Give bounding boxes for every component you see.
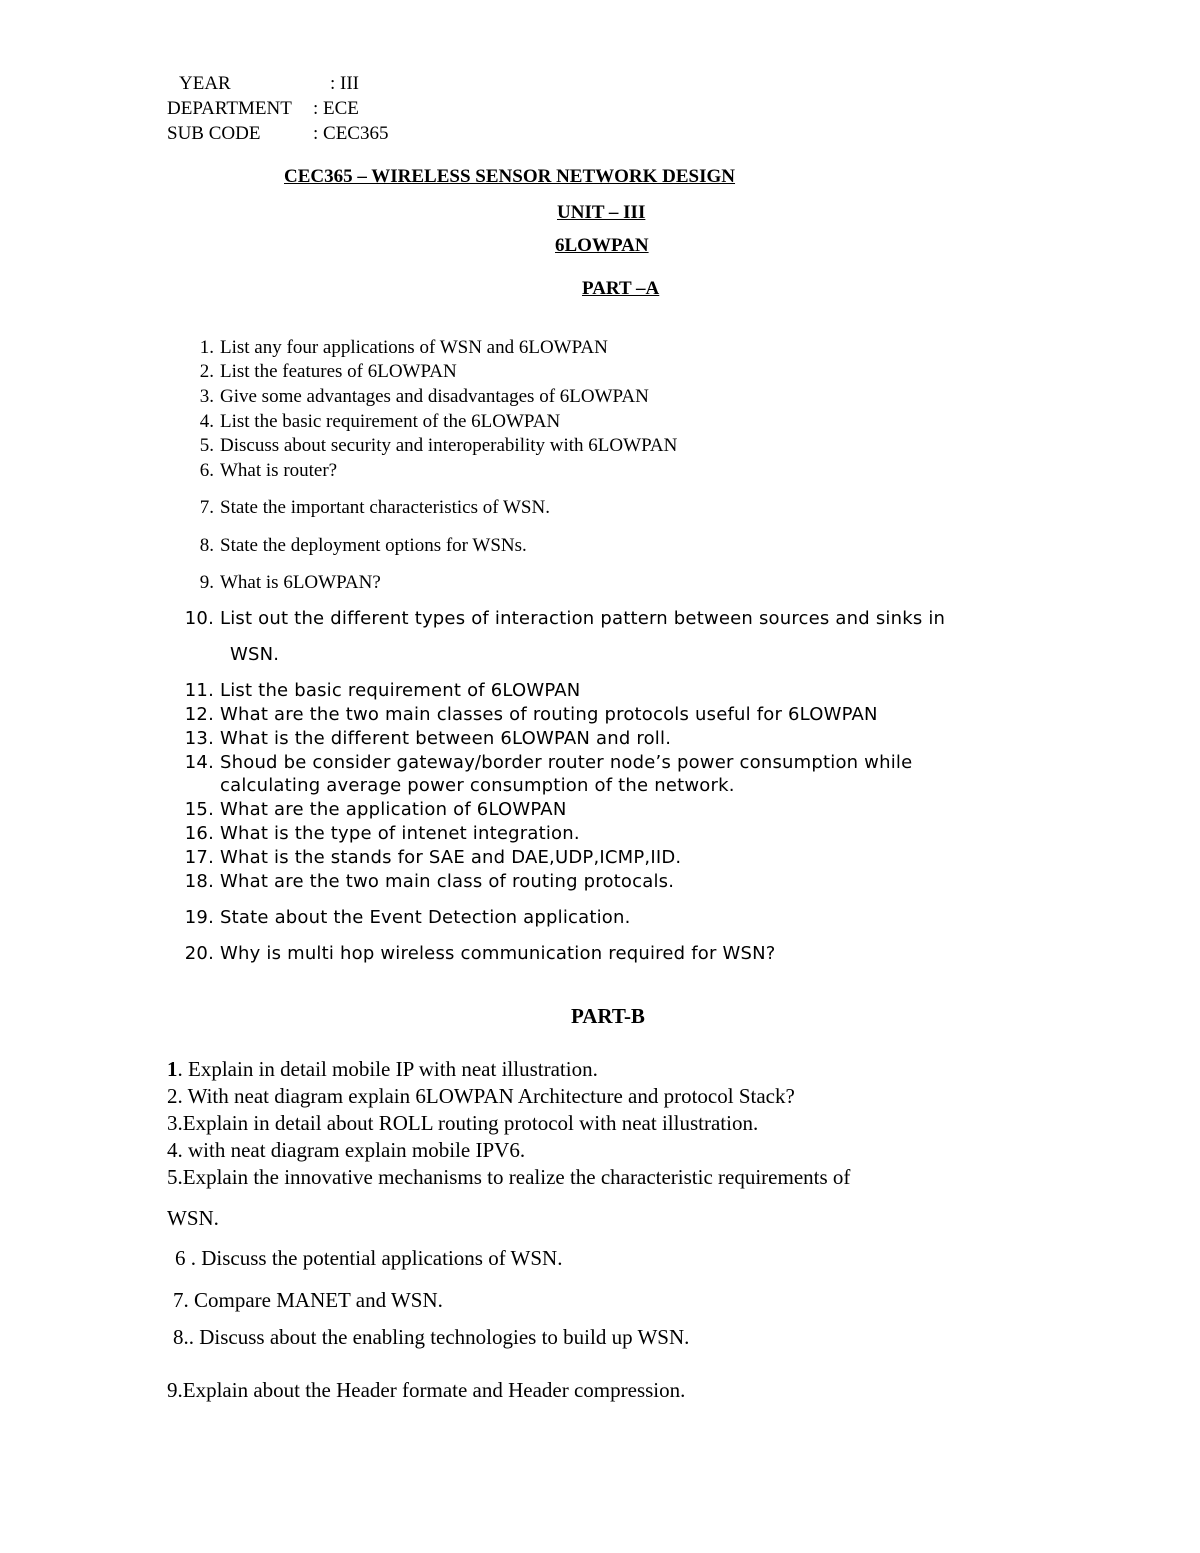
item-number: 1 [167, 1057, 178, 1081]
item-text: 6 . Discuss the potential applications of WSN. [175, 1246, 563, 1270]
topic-title: 6LOWPAN [555, 235, 649, 256]
item-text: 7. Compare MANET and WSN. [173, 1288, 443, 1312]
list-item [182, 608, 1142, 668]
item-text: List the basic requirement of the 6LOWPAN [220, 411, 561, 432]
department-label: DEPARTMENT [167, 98, 292, 119]
list-item [167, 1138, 525, 1163]
unit-title: UNIT – III [557, 202, 646, 223]
item-text: What is router? [220, 460, 338, 481]
item-number: 1. [199, 337, 214, 358]
item-number: 12. [184, 704, 214, 725]
part-a-heading: PART –A [582, 278, 660, 299]
item-text: State about the Event Detection application. [220, 907, 631, 928]
subcode-label: SUB CODE [167, 123, 261, 144]
item-text: State the deployment options for WSNs. [220, 535, 527, 556]
item-number: 17. [184, 847, 214, 868]
item-number: 6. [199, 460, 214, 481]
department-value: : ECE [313, 98, 359, 119]
list-item [182, 497, 1082, 521]
item-text: What is the different between 6LOWPAN and roll. [220, 728, 672, 749]
item-number: 10. [184, 608, 214, 629]
item-text: 3.Explain in detail about ROLL routing protocol with neat illustration. [167, 1111, 759, 1135]
item-number: 2. [199, 361, 214, 382]
list-item [167, 1111, 758, 1136]
list-item [182, 728, 1142, 752]
item-text: What are the two main classes of routing protocols useful for 6LOWPAN [220, 704, 878, 725]
item-text: 8.. Discuss about the enabling technologies to build up WSN. [173, 1325, 690, 1349]
list-item [182, 907, 1142, 931]
item-text: 9.Explain about the Header formate and Header compression. [167, 1378, 686, 1402]
item-text: Give some advantages and disadvantages of 6LOWPAN [220, 386, 649, 407]
item-text: 2. With neat diagram explain 6LOWPAN Architecture and protocol Stack? [167, 1084, 795, 1108]
list-item [173, 1325, 689, 1350]
item-text: Why is multi hop wireless communication required for WSN? [220, 943, 776, 964]
subcode-value: : CEC365 [313, 123, 389, 144]
item-text: What is 6LOWPAN? [220, 572, 381, 593]
item-text-continued: WSN. [230, 644, 280, 665]
list-item [182, 435, 1082, 459]
item-number: 16. [184, 823, 214, 844]
item-number: 14. [184, 752, 214, 773]
item-text: List any four applications of WSN and 6LOWPAN [220, 337, 608, 358]
list-item [182, 823, 1142, 847]
item-text: Shoud be consider gateway/border router node’s power consumption while [220, 752, 913, 773]
list-item-continued [167, 1206, 219, 1231]
year-label: YEAR [179, 73, 231, 94]
list-item [182, 337, 1082, 361]
list-item [182, 386, 1082, 410]
item-text: State the important characteristics of WSN. [220, 497, 550, 518]
item-text: Discuss about security and interoperability with 6LOWPAN [220, 435, 678, 456]
item-number: 3. [199, 386, 214, 407]
year-value: : III [330, 73, 360, 94]
item-text: 5.Explain the innovative mechanisms to realize the characteristic requirements of [167, 1165, 851, 1189]
list-item [167, 1165, 850, 1190]
item-number: 9. [199, 572, 214, 593]
item-text: List the basic requirement of 6LOWPAN [220, 680, 581, 701]
item-number: 5. [199, 435, 214, 456]
list-item [182, 871, 1142, 895]
list-item [182, 535, 1082, 559]
item-number: 13. [184, 728, 214, 749]
item-text-continued: calculating average power consumption of the network. [220, 775, 735, 796]
list-item [182, 847, 1142, 871]
list-item [182, 799, 1142, 823]
list-item [182, 411, 1082, 435]
item-text: . Explain in detail mobile IP with neat illustration. [177, 1057, 598, 1081]
item-number: 11. [184, 680, 214, 701]
list-item [182, 943, 1142, 967]
part-b-heading: PART-B [571, 1004, 645, 1028]
list-item [167, 1084, 795, 1109]
list-item [182, 752, 1142, 800]
list-item [182, 572, 1082, 596]
item-number: 18. [184, 871, 214, 892]
list-item [182, 680, 1142, 704]
item-number: 4. [199, 411, 214, 432]
list-item [182, 361, 1082, 385]
list-item [173, 1288, 443, 1313]
list-item [167, 1378, 685, 1403]
item-number: 7. [199, 497, 214, 518]
list-item [182, 704, 1142, 728]
item-text-continued: WSN. [167, 1206, 219, 1230]
item-number: 15. [184, 799, 214, 820]
list-item [182, 460, 1082, 484]
item-text: What is the stands for SAE and DAE,UDP,ICMP,IID. [220, 847, 682, 868]
item-number: 8. [199, 535, 214, 556]
item-text: What is the type of intenet integration. [220, 823, 580, 844]
item-text: What are the two main class of routing protocals. [220, 871, 675, 892]
course-title: CEC365 – WIRELESS SENSOR NETWORK DESIGN [284, 166, 736, 187]
item-text: List out the different types of interaction pattern between sources and sinks in [220, 608, 946, 629]
meta-block [167, 72, 467, 150]
item-number: 19. [184, 907, 214, 928]
list-item [167, 1057, 598, 1082]
item-text: List the features of 6LOWPAN [220, 361, 457, 382]
item-text: What are the application of 6LOWPAN [220, 799, 567, 820]
item-number: 20. [184, 943, 214, 964]
list-item [175, 1246, 562, 1271]
item-text: 4. with neat diagram explain mobile IPV6. [167, 1138, 526, 1162]
